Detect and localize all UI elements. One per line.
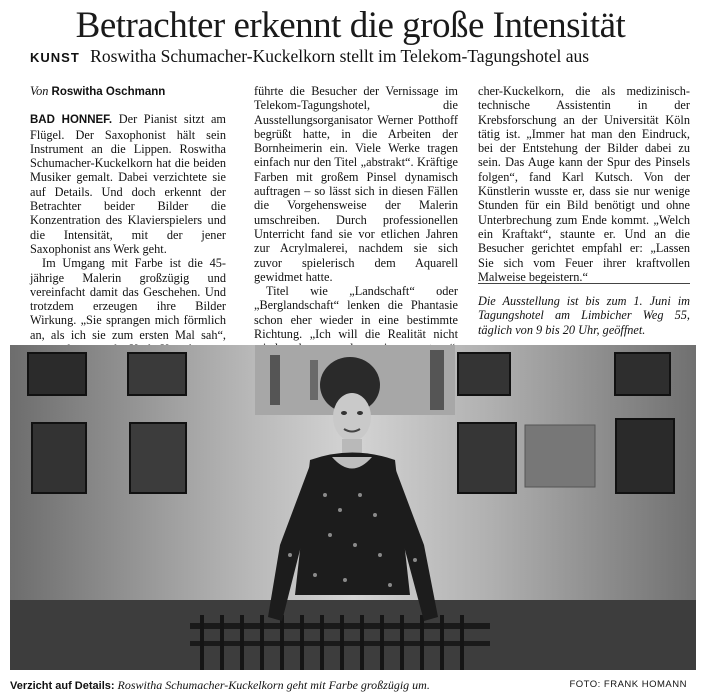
paragraph-text: Der Pianist sitzt am Flügel. Der Saxophonist hält sein Instrument an die Lippen. Roswitha Schumacher-Kuckelkorn hat die beiden Musiker gemalt. Dabei verzichtete sie auf Details. Und doch erkennt der Betrachter beider Bilder die Konzentration des Klavierspielers und die Intensität, mit der jener Saxophonist ans Werk geht.	[30, 112, 226, 256]
info-divider	[478, 283, 690, 284]
byline-author: Roswitha Oschmann	[51, 86, 166, 98]
caption-lead: Verzicht auf Details:	[10, 680, 115, 692]
byline-prefix: Von	[30, 84, 49, 98]
article-column-3	[478, 84, 690, 337]
photo-caption	[10, 678, 430, 693]
paragraph: cher-Kuckelkorn, die als medizinisch-technische Assistentin in der Krebsforschung an der Universität Köln tätig ist. „Immer hat man den Eindruck, bei der Entstehung der Bilder dabei zu sein. Das Auge kann der Spur des Pinsels folgen“, fand Karl Kutsch. Von der Künstlerin wusste er, dass sie nur wenige Stunden für ein Bild benötigt und ohne Unterbrechung zum Ende kommt. „Welch ein Kraftakt“, staunte er. Und an die Besucher gerichtet empfahl er: „Lassen Sie sich vom Feuer ihrer kraftvollen Malweise begeistern.“	[478, 84, 690, 284]
article-column-2	[254, 84, 458, 370]
headline: Betrachter erkennt die große Intensität	[75, 5, 626, 46]
paragraph	[30, 112, 226, 256]
artist-photo-illustration	[10, 345, 696, 670]
subheadline: Roswitha Schumacher-Kuckelkorn stellt im Telekom-Tagungshotel aus	[90, 46, 590, 66]
kicker: KUNST	[30, 50, 80, 65]
paragraph: Im Umgang mit Farbe ist die 45-jährige Malerin großzügig und vereinfacht damit das Geschehen. Und trotzdem erzeugen ihre Bilder Wirkung. „Sie sprangen mich förmlich an, als ich sie zum ersten Mal sah“,	[30, 256, 226, 342]
dateline: BAD HONNEF.	[30, 114, 113, 127]
paragraph: Titel wie „Landschaft“ oder „Berglandschaft“ lenken die Phantasie schon eher wieder in eine bestimmte Richtung. „Ich will die Realität nicht	[254, 284, 458, 342]
paragraph: führte die Besucher der Vernissage im Telekom-Tagungshotel, die Ausstellungsorganisator Werner Potthoff begrüßt hatte, in die Arbeiten der Bornheimerin ein. Viele Werke tragen einfach nur den Titel „abstrakt“. Kräftige Farben mit großem Pinsel dynamisch auftragen – so lässt sich in diesen Fällen die Vorgehensweise der Malerin umschreiben. Durch professionellen Unterricht fand sie vor etlichen Jahren zur Acrylmalerei, nachdem sie sich zuvor spielerisch dem Aquarell gewidmet hatte.	[254, 84, 458, 284]
photo-credit: FOTO: FRANK HOMANN	[569, 679, 687, 690]
byline	[30, 84, 226, 99]
subheadline-row	[30, 46, 589, 67]
artist-photo	[10, 345, 696, 670]
exhibition-info-note: Die Ausstellung ist bis zum 1. Juni im Tagungshotel am Limbicher Weg 55, täglich von 9 bis 20 Uhr, geöffnet.	[478, 294, 690, 337]
article-column-1	[30, 84, 226, 371]
caption-text: Roswitha Schumacher-Kuckelkorn geht mit Farbe großzügig um.	[117, 678, 430, 692]
